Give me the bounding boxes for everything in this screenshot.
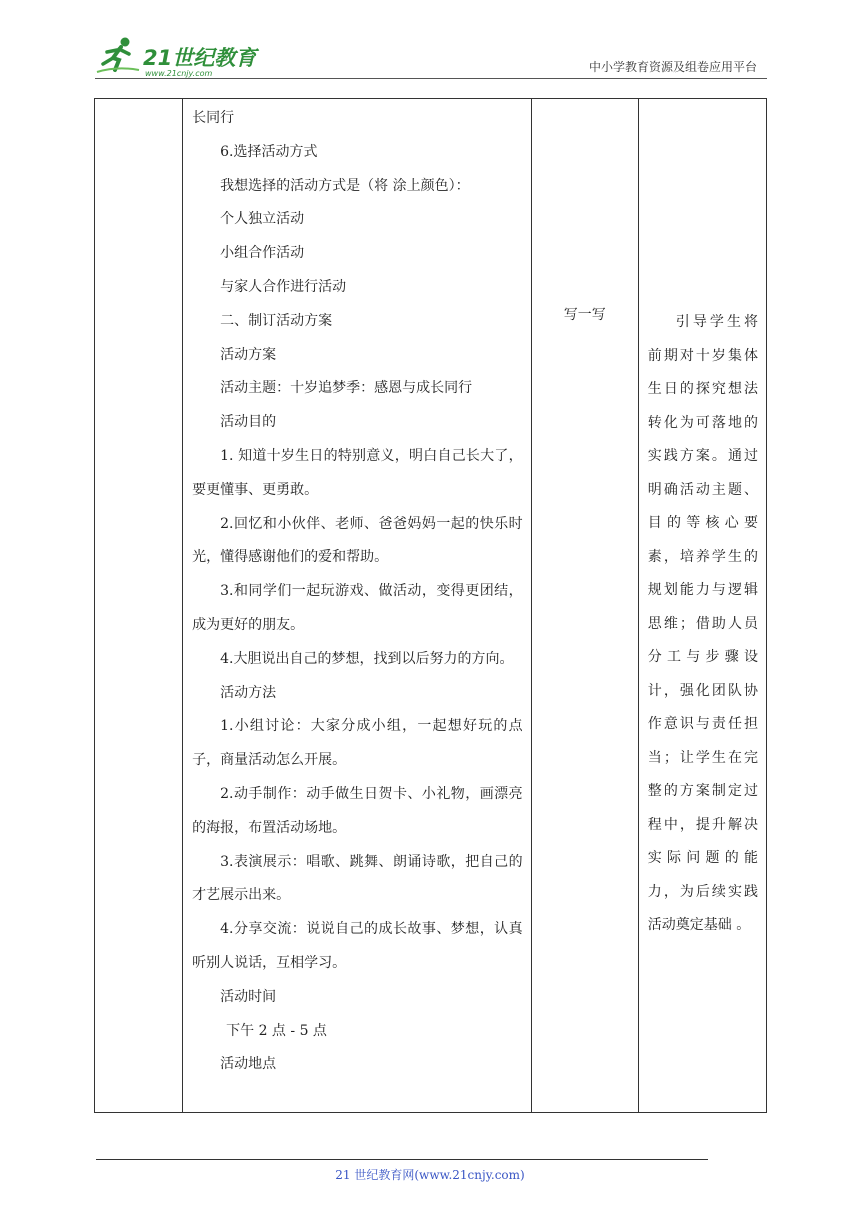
content-line: 活动时间 xyxy=(220,988,277,1005)
student-activity: 写一写 xyxy=(563,307,606,323)
table-row xyxy=(95,99,767,1113)
content-line: 下午 2 点 - 5 点 xyxy=(226,1022,327,1039)
lesson-table xyxy=(94,98,767,1113)
content-line: 3.和同学们一起玩游戏、做活动，变得更团结，成为更好的朋友。 xyxy=(192,583,523,633)
content-line: 小组合作活动 xyxy=(220,245,305,262)
content-line: 1.小组讨论：大家分成小组，一起想好玩的点子，商量活动怎么开展。 xyxy=(192,718,523,769)
content-line: 活动目的 xyxy=(220,414,277,431)
intent-cell xyxy=(638,99,766,1113)
content-cell xyxy=(183,99,532,1113)
content-line: 活动地点 xyxy=(220,1056,277,1073)
content-line: 3.表演展示：唱歌、跳舞、朗诵诗歌，把自己的才艺展示出来。 xyxy=(192,853,523,904)
page-header xyxy=(95,30,767,79)
content-line: 6.选择活动方式 xyxy=(220,143,318,160)
content-line: 4.大胆说出自己的梦想，找到以后努力的方向。 xyxy=(220,650,514,667)
content-line: 与家人合作进行活动 xyxy=(220,278,347,295)
content-line: 2.动手制作：动手做生日贺卡、小礼物，画漂亮的海报，布置活动场地。 xyxy=(192,785,523,836)
content-line: 4.分享交流：说说自己的成长故事、梦想，认真听别人说话，互相学习。 xyxy=(192,921,523,971)
design-intent xyxy=(639,99,766,943)
runner-logo-icon xyxy=(95,36,141,76)
content-line: 活动方法 xyxy=(220,684,277,701)
content-line: 二、制订活动方案 xyxy=(220,312,333,329)
content-line: 我想选择的活动方式是（将 涂上颜色）： xyxy=(220,177,470,194)
footer-divider xyxy=(96,1159,708,1160)
content-line: 活动主题：十岁追梦季：感恩与成长同行 xyxy=(220,380,473,397)
logo-text: 21世纪教育 xyxy=(143,46,257,70)
footer-link[interactable]: 21 世纪教育网(www.21cnjy.com) xyxy=(335,1168,525,1182)
logo-url: www.21cnjy.com xyxy=(145,69,213,78)
content-line: 活动方案 xyxy=(220,346,277,363)
stage-cell xyxy=(95,99,183,1113)
content-line: 个人独立活动 xyxy=(220,211,305,228)
design-intent-text: 引导学生将前期对十岁集体生日的探究想法转化为可落地的实践方案。通过明确活动主题、目的等核心要素，培养学生的规划能力与逻辑思维；借助人员分工与步骤设计，强化团队协作意识与责任担当；让学生在完整的方案制定过程中，提升解决实际问题的能力，为后续实践活动奠定基础 。 xyxy=(647,314,758,933)
content-line: 1. 知道十岁生日的特别意义，明白自己长大了，要更懂事、更勇敢。 xyxy=(192,447,523,498)
platform-title: 中小学教育资源及组卷应用平台 xyxy=(588,60,757,74)
content-line: 长同行 xyxy=(192,110,235,126)
site-logo[interactable] xyxy=(95,34,265,78)
activity-cell xyxy=(531,99,638,1113)
content-line: 2.回忆和小伙伴、老师、爸爸妈妈一起的快乐时光，懂得感谢他们的爱和帮助。 xyxy=(192,515,523,566)
activity-content xyxy=(183,99,531,1112)
